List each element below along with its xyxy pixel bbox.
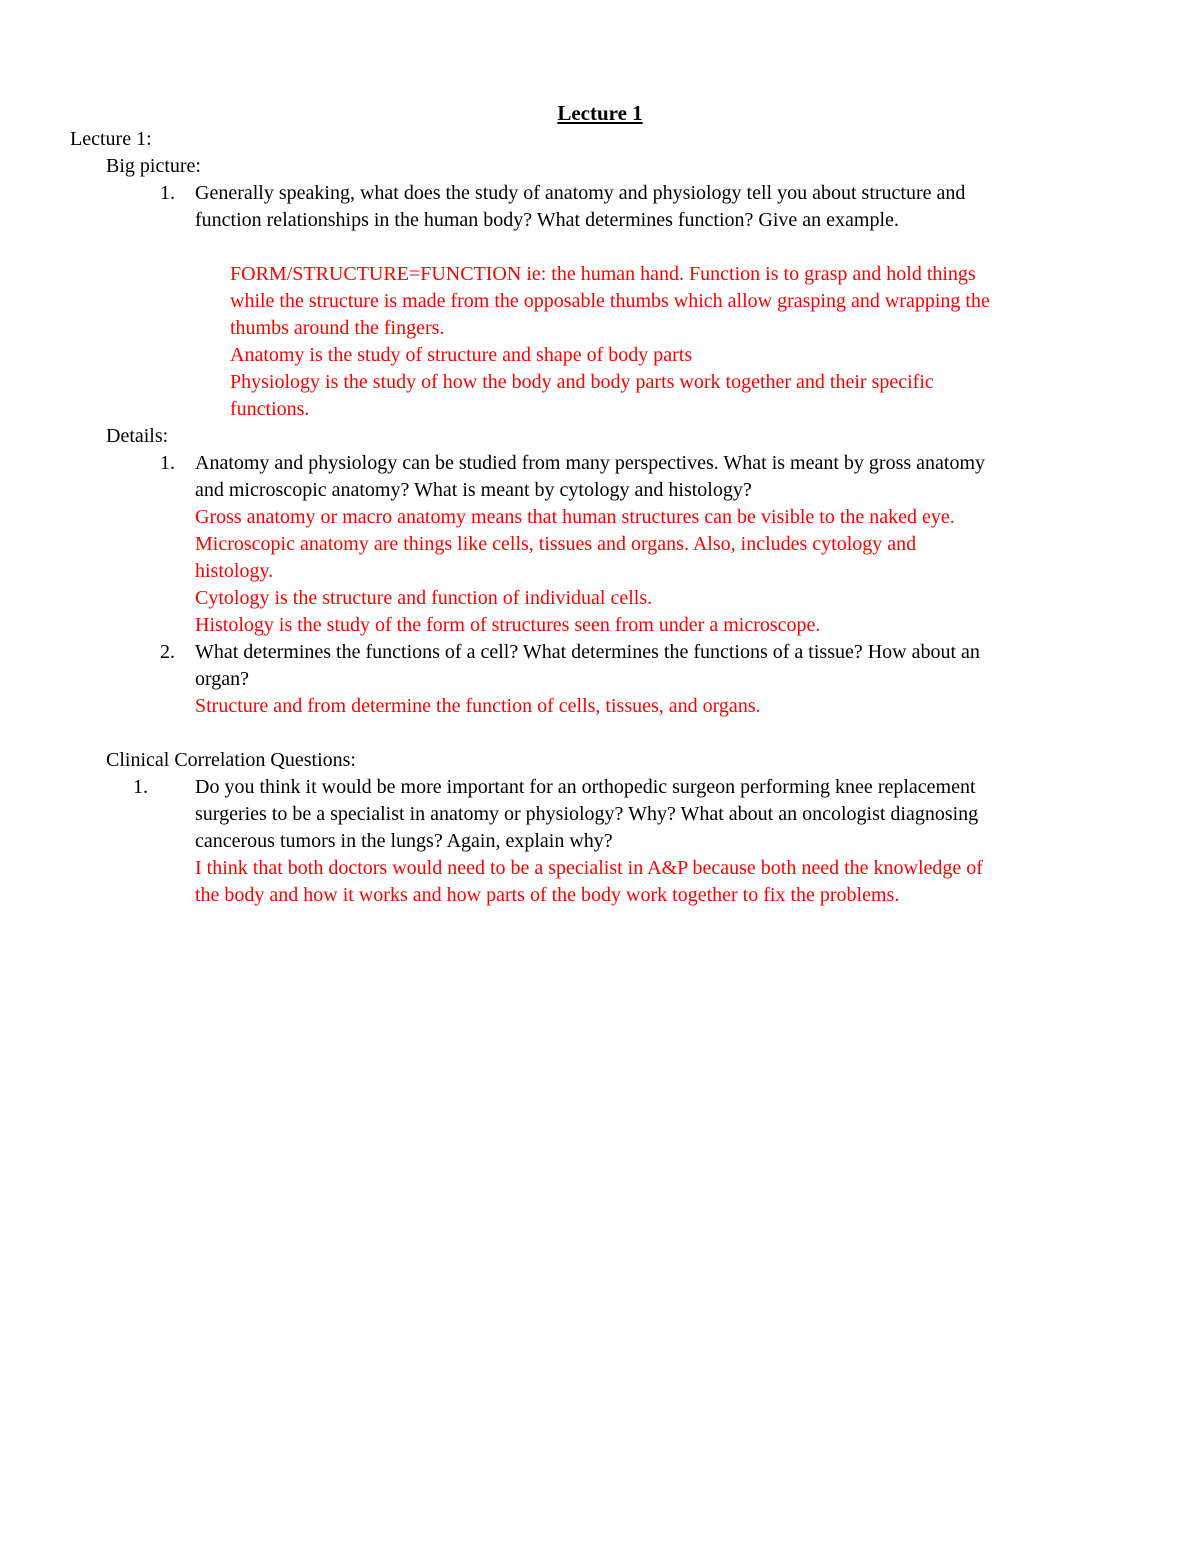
details-q1-line: Anatomy and physiology can be studied from many perspectives. What is meant by gross anatomy [195, 452, 986, 474]
details-q1-line: and microscopic anatomy? What is meant by cytology and histology? [195, 479, 752, 501]
details-q1-answer-line: histology. [195, 560, 274, 582]
details-q2-line: What determines the functions of a cell? What determines the functions of a tissue? How about an [195, 641, 980, 663]
document-title: Lecture 1 [557, 101, 643, 125]
details-q1-answer-line: Microscopic anatomy are things like cells, tissues and organs. Also, includes cytology and [195, 533, 917, 555]
clinical-heading: Clinical Correlation Questions: [106, 749, 356, 771]
details-q2-number: 2. [160, 641, 175, 663]
big-picture-q1-number: 1. [160, 182, 175, 204]
details-q1-answer-line: Cytology is the structure and function of individual cells. [195, 587, 653, 609]
big-picture-answer-line: functions. [230, 398, 310, 420]
clinical-q1-number: 1. [133, 776, 148, 798]
clinical-q1-answer-line: the body and how it works and how parts of the body work together to fix the problems. [195, 884, 900, 906]
details-q1-number: 1. [160, 452, 175, 474]
big-picture-answer-line: FORM/STRUCTURE=FUNCTION ie: the human hand. Function is to grasp and hold things [230, 263, 976, 285]
big-picture-heading: Big picture: [106, 155, 201, 177]
big-picture-answer-line: thumbs around the fingers. [230, 317, 445, 339]
clinical-q1-line: surgeries to be a specialist in anatomy or physiology? Why? What about an oncologist diagnosing [195, 803, 979, 825]
clinical-q1-line: cancerous tumors in the lungs? Again, explain why? [195, 830, 613, 852]
clinical-q1-answer-line: I think that both doctors would need to be a specialist in A&P because both need the knowledge of [195, 857, 983, 879]
details-q1-answer-line: Gross anatomy or macro anatomy means that human structures can be visible to the naked eye. [195, 506, 955, 528]
big-picture-answer-line: Anatomy is the study of structure and shape of body parts [230, 344, 693, 366]
big-picture-answer-line: Physiology is the study of how the body and body parts work together and their specific [230, 371, 934, 393]
big-picture-q1-line: function relationships in the human body? What determines function? Give an example. [195, 209, 899, 231]
big-picture-q1-line: Generally speaking, what does the study of anatomy and physiology tell you about structure and [195, 182, 966, 204]
details-q2-answer-line: Structure and from determine the function of cells, tissues, and organs. [195, 695, 761, 717]
details-q2-line: organ? [195, 668, 250, 690]
clinical-q1-line: Do you think it would be more important for an orthopedic surgeon performing knee replacement [195, 776, 976, 798]
lecture-label: Lecture 1: [70, 128, 152, 150]
details-heading: Details: [106, 425, 169, 447]
big-picture-answer-line: while the structure is made from the opposable thumbs which allow grasping and wrapping the [230, 290, 990, 312]
details-q1-answer-line: Histology is the study of the form of structures seen from under a microscope. [195, 614, 821, 636]
